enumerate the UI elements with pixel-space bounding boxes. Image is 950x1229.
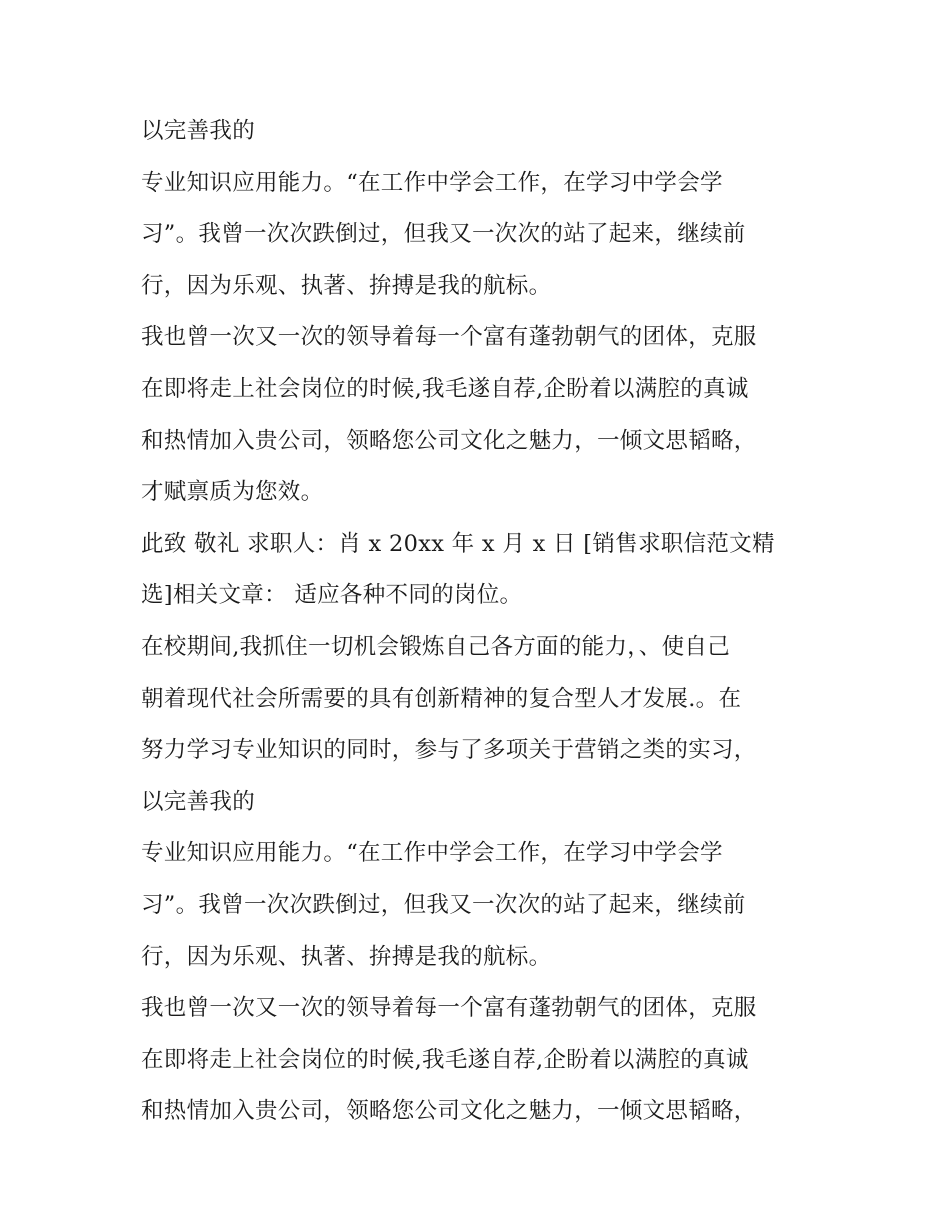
text-line: 选]相关文章： 适应各种不同的岗位。 — [141, 582, 523, 609]
text-line: 以完善我的 — [141, 118, 256, 144]
text-line: 才赋禀质为您效。 — [141, 479, 324, 506]
text-line: 努力学习专业知识的同时，参与了多项关于营销之类的实习， — [141, 737, 757, 764]
text-line: 在即将走上社会岗位的时候,我毛遂自荐,企盼着以满腔的真诚 — [141, 1046, 749, 1073]
body-text — [141, 106, 841, 1138]
text-line: 我也曾一次又一次的领导着每一个富有蓬勃朝气的团体，克服 — [141, 995, 757, 1022]
text-line: 我也曾一次又一次的领导着每一个富有蓬勃朝气的团体，克服 — [141, 324, 757, 351]
text-line: 在校期间,我抓住一切机会锻炼自己各方面的能力，、使自己 — [141, 633, 731, 660]
text-line: 专业知识应用能力。“在工作中学会工作，在学习中学会学 — [141, 840, 723, 867]
text-line: 和热情加入贵公司，领略您公司文化之魅力，一倾文思韬略， — [141, 427, 757, 454]
text-line: 行，因为乐观、执著、拚搏是我的航标。 — [141, 943, 552, 970]
text-line: 以完善我的 — [141, 788, 256, 815]
text-line: 和热情加入贵公司，领略您公司文化之魅力，一倾文思韬略， — [141, 1098, 757, 1125]
text-line: 此致 敬礼 求职人：肖 x 20xx 年 x 月 x 日 [销售求职信范文精 — [141, 530, 775, 557]
text-line: 朝着现代社会所需要的具有创新精神的复合型人才发展.。在 — [141, 685, 742, 712]
text-line: 专业知识应用能力。“在工作中学会工作，在学习中学会学 — [141, 169, 723, 196]
text-line: 习”。我曾一次次跌倒过，但我又一次次的站了起来，继续前 — [141, 221, 746, 248]
text-line: 在即将走上社会岗位的时候,我毛遂自荐,企盼着以满腔的真诚 — [141, 375, 749, 402]
text-line: 习”。我曾一次次跌倒过，但我又一次次的站了起来，继续前 — [141, 891, 746, 918]
text-line: 行，因为乐观、执著、拚搏是我的航标。 — [141, 272, 552, 299]
